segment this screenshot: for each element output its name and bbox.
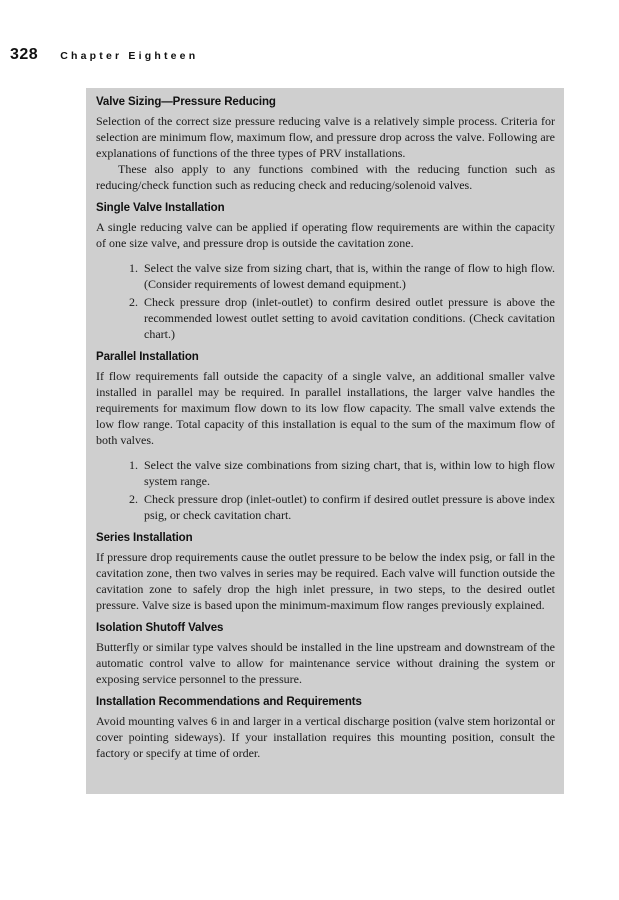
section-parallel [96, 351, 555, 523]
paragraph: A single reducing valve can be applied if operating flow requirements are within the capacity of one size valve, and pressure drop is outside the cavitation zone. [96, 220, 555, 250]
list-item [96, 457, 555, 489]
section-heading: Single Valve Installation [96, 202, 225, 214]
section-installation [96, 696, 555, 761]
chapter-label: Chapter Eighteen [60, 50, 199, 62]
list-item [96, 260, 555, 292]
paragraph: Butterfly or similar type valves should be installed in the line upstream and downstream of the automatic control valve to allow for maintenance service without draining the system or exposing service personnel to the pressure. [96, 640, 555, 686]
list-number: 1. [129, 261, 138, 275]
page-number: 328 [10, 46, 39, 63]
paragraph: If pressure drop requirements cause the outlet pressure to be below the index psig, or fall in the cavitation zone, then two valves in series may be required. Each valve will function outside the cavitation zone to safely drop the high inlet pressure, in two steps, to the desired outlet pressure. Valve size is based upon the minimum-maximum flow ranges previously explained. [96, 550, 555, 612]
section-valve-sizing [96, 96, 555, 193]
paragraph: If flow requirements fall outside the capacity of a single valve, an additional smaller valve installed in parallel may be required. In parallel installations, the larger valve handles the requirements for maximum flow down to its low flow capacity. The small valve extends the low flow range. Total capacity of this installation is equal to the sum of the maximum flow of both valves. [96, 369, 555, 447]
section-isolation [96, 622, 555, 687]
list-item [96, 491, 555, 523]
running-head [10, 46, 198, 66]
paragraph: Selection of the correct size pressure reducing valve is a relatively simple process. Criteria for selection are minimum flow, maximum flow, and pressure drop across the valve. Following are explanations of functions of the three types of PRV installations. [96, 114, 555, 160]
list-text: Select the valve size from sizing chart, that is, within the range of flow to high flow. (Consider requirements of lowest demand equipment.) [144, 261, 555, 291]
section-heading: Series Installation [96, 532, 193, 544]
list-text: Select the valve size combinations from sizing chart, that is, within low to high flow system range. [144, 458, 555, 488]
numbered-list [96, 457, 555, 523]
list-number: 2. [129, 492, 138, 506]
section-series [96, 532, 555, 613]
sidebar-box [86, 88, 564, 794]
list-item [96, 294, 555, 342]
section-heading: Valve Sizing—Pressure Reducing [96, 96, 276, 108]
list-number: 2. [129, 295, 138, 309]
paragraph: These also apply to any functions combined with the reducing function such as reducing/check function such as reducing check and reducing/solenoid valves. [96, 162, 555, 192]
list-text: Check pressure drop (inlet-outlet) to confirm if desired outlet pressure is above index psig, or check cavitation chart. [144, 492, 555, 522]
list-text: Check pressure drop (inlet-outlet) to confirm desired outlet pressure is above the recommended lowest outlet setting to avoid cavitation conditions. (Check cavitation chart.) [144, 295, 555, 341]
paragraph: Avoid mounting valves 6 in and larger in a vertical discharge position (valve stem horizontal or cover pointing sideways). If your installation requires this mounting position, consult the factory or specify at time of order. [96, 714, 555, 760]
numbered-list [96, 260, 555, 342]
section-heading: Installation Recommendations and Requirements [96, 696, 362, 708]
list-number: 1. [129, 458, 138, 472]
section-heading: Isolation Shutoff Valves [96, 622, 224, 634]
section-single-valve [96, 202, 555, 342]
section-heading: Parallel Installation [96, 351, 199, 363]
